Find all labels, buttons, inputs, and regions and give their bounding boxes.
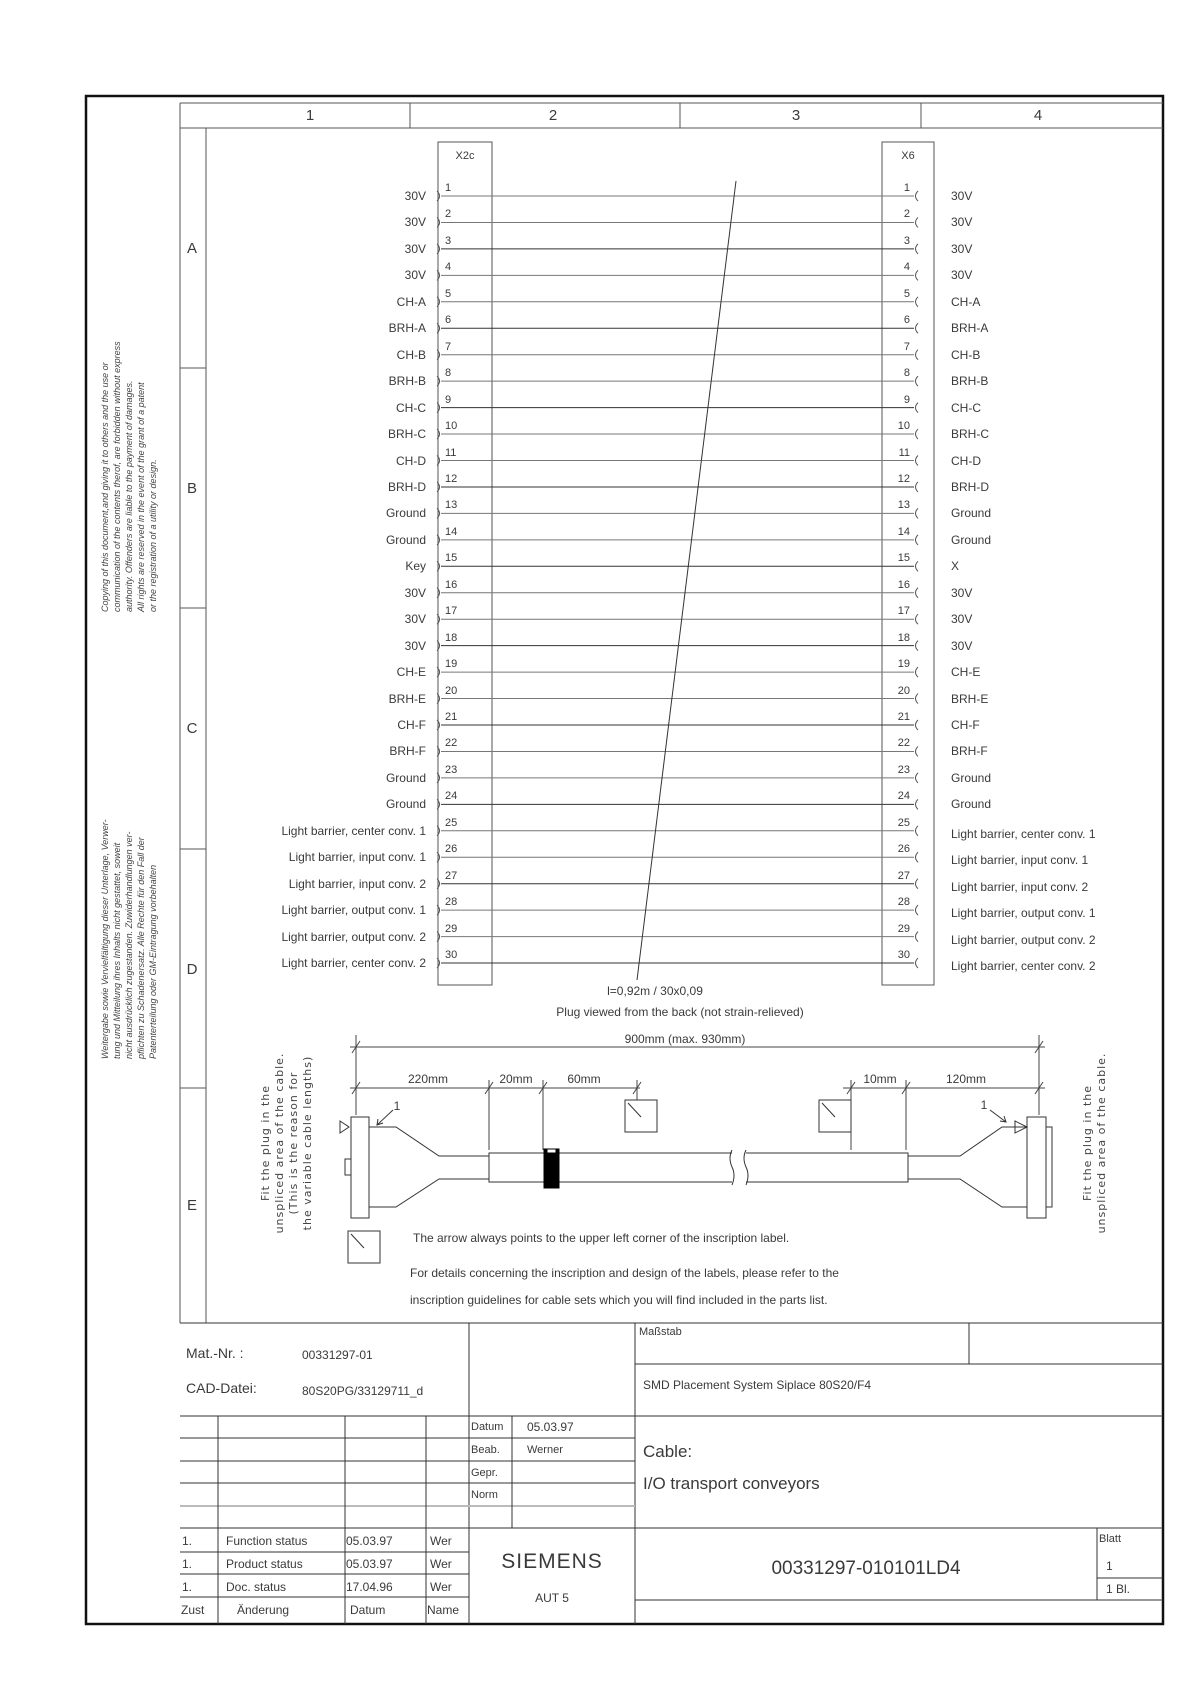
pin-number-left: 15 xyxy=(445,552,458,565)
sheet-value: 1 xyxy=(1106,1559,1113,1573)
cable-assembly xyxy=(340,1110,1052,1218)
pin-label-left: BRH-A xyxy=(388,321,426,336)
col-zust: Zust xyxy=(181,1603,205,1617)
pin-label-left: 30V xyxy=(404,638,426,653)
status-zust: 1. xyxy=(182,1534,193,1548)
pin-label-left: BRH-F xyxy=(389,744,426,759)
pin-number-left: 3 xyxy=(445,234,452,247)
pin-number-left: 2 xyxy=(445,208,452,221)
legal-line: nicht ausdrücklich zugestanden. Zuwiderhandlungen ver- xyxy=(124,831,134,1059)
pin-label-left: 30V xyxy=(404,612,426,627)
pin-label-left: 30V xyxy=(404,268,426,283)
legal-line: communication of the contents therof, are forbidden without express xyxy=(112,341,122,612)
legal-line: All rights are reserved in the event of the grant of a patent xyxy=(136,382,146,612)
pin-number-right: 29 xyxy=(897,922,910,935)
dimension-60: 60mm xyxy=(567,1072,601,1086)
column-label-3: 3 xyxy=(791,107,801,124)
pin-label-right: 30V xyxy=(951,189,973,203)
pin-number-right: 24 xyxy=(897,790,910,803)
pin-label-right: BRH-A xyxy=(951,321,989,336)
pin-number-right: 30 xyxy=(897,949,910,962)
pin-label-left: BRH-D xyxy=(388,479,426,494)
copyright-notice-en xyxy=(99,312,159,612)
pin-label-right: Light barrier, input conv. 1 xyxy=(951,853,1089,868)
dimension-120: 120mm xyxy=(945,1072,987,1086)
pin-number-right: 22 xyxy=(897,737,910,750)
pin-number-left: 23 xyxy=(445,763,458,776)
pin-number-left: 30 xyxy=(445,949,458,962)
pin-number-left: 18 xyxy=(445,631,458,644)
fit-line: unspliced area of the cable. xyxy=(273,1052,286,1234)
sheet-label: Blatt xyxy=(1099,1533,1122,1545)
connector-x6-label: X6 xyxy=(901,150,915,162)
pin-number-right: 8 xyxy=(903,367,910,380)
fit-note-right xyxy=(1081,1048,1109,1238)
pin-label-left: 30V xyxy=(404,241,426,256)
col-change: Änderung xyxy=(237,1603,290,1617)
pin-label-right: 30V xyxy=(951,612,973,627)
department: AUT 5 xyxy=(535,1591,569,1605)
pin-number-right: 17 xyxy=(897,605,910,618)
pin-number-right: 19 xyxy=(897,658,910,671)
pin-number-right: 14 xyxy=(897,525,910,538)
pin-label-left: CH-C xyxy=(396,400,426,415)
inscription-note-2: inscription guidelines for cable sets which you will find included in the parts list. xyxy=(410,1293,828,1307)
plug-view-note: Plug viewed from the back (not strain-relieved) xyxy=(556,1005,804,1019)
pin-label-left: Ground xyxy=(385,770,426,785)
pin-label-left: Light barrier, output conv. 2 xyxy=(281,929,426,944)
dimension-220: 220mm xyxy=(407,1072,449,1086)
legal-line: Weitergabe sowie Vervielfältigung dieser Unterlage, Verwer- xyxy=(100,819,110,1059)
pin-label-right: 30V xyxy=(951,638,973,653)
pin-label-right: Ground xyxy=(951,770,992,785)
pin-label-right: BRH-E xyxy=(951,691,989,706)
pin-number-right: 2 xyxy=(903,208,910,221)
copyright-notice-de xyxy=(99,769,159,1059)
system-name: SMD Placement System Siplace 80S20/F4 xyxy=(643,1378,872,1392)
pin-number-left: 27 xyxy=(445,869,458,882)
column-label-4: 4 xyxy=(1033,107,1043,124)
pin-number-right: 12 xyxy=(897,472,910,485)
pin-label-left: Light barrier, center conv. 2 xyxy=(281,956,426,971)
pin-number-right: 1 xyxy=(903,182,910,194)
arrow-note: The arrow always points to the upper left corner of the inscription label. xyxy=(413,1231,790,1245)
beab-label: Beab. xyxy=(471,1444,500,1456)
cad-file-label: CAD-Datei: xyxy=(186,1380,257,1396)
pin-label-left: Light barrier, center conv. 1 xyxy=(281,823,426,838)
legal-line: Copying of this document,and giving it to others and the use or xyxy=(100,362,110,612)
pin-label-left: BRH-C xyxy=(388,427,426,442)
fit-line: Fit the plug in the xyxy=(1081,1085,1094,1202)
pin-label-left: CH-A xyxy=(396,294,426,309)
pin-label-left: Light barrier, input conv. 1 xyxy=(288,850,426,865)
mat-nr-value: 00331297-01 xyxy=(302,1348,373,1362)
row-label-a: A xyxy=(186,240,198,257)
pin-number-right: 23 xyxy=(897,763,910,776)
drawing-title-1: Cable: xyxy=(643,1442,693,1461)
status-zust: 1. xyxy=(182,1557,193,1571)
pin-number-left: 25 xyxy=(445,816,458,829)
status-date: 05.03.97 xyxy=(346,1534,393,1548)
pin-number-left: 11 xyxy=(445,446,457,459)
pin-label-right: Light barrier, center conv. 1 xyxy=(951,826,1096,841)
pin-number-right: 16 xyxy=(897,578,910,591)
pin-number-right: 6 xyxy=(903,314,910,327)
pin-label-right: Ground xyxy=(951,532,992,547)
company-logo: SIEMENS xyxy=(501,1550,603,1573)
pin-number-left: 5 xyxy=(445,287,452,300)
column-label-2: 2 xyxy=(548,107,558,124)
status-name: Wer xyxy=(430,1534,452,1548)
pin-label-left: Light barrier, input conv. 2 xyxy=(288,876,426,891)
legal-line: or the registration of a utility or design. xyxy=(148,459,158,612)
mat-nr-label: Mat.-Nr. : xyxy=(186,1345,244,1361)
fit-line: (This is the reason for xyxy=(287,1071,300,1215)
cable-sleeve-band xyxy=(544,1149,559,1188)
dimension-lines xyxy=(350,1035,1045,1150)
status-date: 05.03.97 xyxy=(346,1557,393,1571)
pin-number-left: 28 xyxy=(445,896,458,909)
status-label: Doc. status xyxy=(226,1580,287,1594)
pin-label-right: BRH-C xyxy=(951,427,989,442)
pin-label-right: Light barrier, output conv. 1 xyxy=(951,906,1096,921)
connector-x2c-label: X2c xyxy=(455,150,475,162)
pin-label-right: Light barrier, center conv. 2 xyxy=(951,959,1096,974)
legal-line: tung und Mitteilung ihres Inhalts nicht gestattet, soweit xyxy=(112,842,122,1059)
pin-number-left: 9 xyxy=(445,393,452,406)
fit-line: the variable cable lengths) xyxy=(301,1055,314,1231)
pin-label-right: X xyxy=(951,559,960,574)
pin-number-left: 7 xyxy=(445,340,452,353)
status-name: Wer xyxy=(430,1580,452,1594)
pin-label-left: Light barrier, output conv. 1 xyxy=(281,903,426,918)
drawing-title-2: I/O transport conveyors xyxy=(643,1474,820,1493)
pin-label-right: BRH-D xyxy=(951,479,989,494)
pin-number-right: 5 xyxy=(903,287,910,300)
pin-label-right: Ground xyxy=(951,797,992,812)
pin-label-left: 30V xyxy=(404,189,426,203)
row-label-b: B xyxy=(186,480,198,497)
pin-number-left: 21 xyxy=(445,711,458,723)
pin-number-right: 7 xyxy=(903,340,910,353)
pin-number-left: 22 xyxy=(445,737,458,750)
pin-number-left: 1 xyxy=(445,182,452,194)
pin-number-right: 13 xyxy=(897,499,910,512)
pin-label-left: CH-E xyxy=(396,665,426,680)
sheet-total: 1 Bl. xyxy=(1106,1582,1131,1596)
pin-number-left: 13 xyxy=(445,499,458,512)
cad-file-value: 80S20PG/33129711_d xyxy=(302,1384,424,1398)
datum-label: Datum xyxy=(471,1421,504,1433)
pin-number-left: 17 xyxy=(445,605,458,618)
pin-number-right: 26 xyxy=(897,843,910,856)
left-plug xyxy=(351,1117,369,1218)
pin-number-right: 27 xyxy=(897,869,910,882)
row-label-c: C xyxy=(186,720,198,737)
gepr-label: Gepr. xyxy=(471,1467,498,1479)
pin-number-right: 4 xyxy=(903,261,910,274)
cable-spec: l=0,92m / 30x0,09 xyxy=(607,984,703,998)
datum-value: 05.03.97 xyxy=(527,1420,574,1434)
document-number: 00331297-010101LD4 xyxy=(771,1558,961,1579)
left-plug-arrow-icon xyxy=(340,1121,349,1133)
col-name: Name xyxy=(427,1603,460,1617)
pin-label-left: BRH-E xyxy=(388,691,426,706)
pin-label-right: CH-F xyxy=(951,718,980,732)
row-label-e: E xyxy=(186,1197,198,1214)
pin-label-right: 30V xyxy=(951,241,973,256)
pin-number-left: 16 xyxy=(445,578,458,591)
legal-line: authority. Offenders are liable to the payment of damages. xyxy=(124,380,134,612)
pin-label-left: Ground xyxy=(385,506,426,521)
pin-number-right: 20 xyxy=(897,684,910,697)
pin-number-left: 20 xyxy=(445,684,458,697)
right-plug xyxy=(1027,1117,1046,1218)
status-label: Product status xyxy=(226,1557,303,1571)
dimension-20: 20mm xyxy=(499,1072,533,1086)
pin-number-right: 3 xyxy=(903,234,910,247)
pin-number-right: 9 xyxy=(903,393,910,406)
pin-label-right: 30V xyxy=(951,215,973,230)
pin-label-left: 30V xyxy=(404,585,426,600)
pin-label-left: Key xyxy=(405,559,426,574)
pin-number-right: 11 xyxy=(898,446,910,459)
pin-number-left: 24 xyxy=(445,790,458,803)
pin-label-left: Ground xyxy=(385,797,426,812)
pin-label-right: CH-D xyxy=(951,453,981,468)
inscription-note-1: For details concerning the inscription and design of the labels, please refer to the xyxy=(410,1266,839,1280)
pin-number-right: 10 xyxy=(897,420,910,433)
pin-number-right: 25 xyxy=(897,816,910,829)
legal-line: pflichten zu Schadenersatz. Alle Rechte für den Fall der xyxy=(136,837,146,1059)
beab-value: Werner xyxy=(527,1444,563,1456)
pin-number-right: 28 xyxy=(897,896,910,909)
pin-label-left: BRH-B xyxy=(388,374,426,389)
dimension-10: 10mm xyxy=(863,1072,897,1086)
pin-label-right: 30V xyxy=(951,585,973,600)
dimension-total: 900mm (max. 930mm) xyxy=(624,1032,746,1046)
pin-label-right: CH-B xyxy=(951,347,981,362)
pin-label-right: Light barrier, input conv. 2 xyxy=(951,879,1089,894)
fit-line: unspliced area of the cable. xyxy=(1095,1052,1108,1234)
fit-note-left xyxy=(259,1048,315,1238)
pin-label-right: BRH-B xyxy=(951,374,989,389)
col-date: Datum xyxy=(350,1603,386,1617)
pin-label-left: 30V xyxy=(404,215,426,230)
pin-label-right: BRH-F xyxy=(951,744,988,759)
pin-label-right: CH-A xyxy=(951,294,981,309)
status-date: 17.04.96 xyxy=(346,1580,393,1594)
pin-number-left: 12 xyxy=(445,472,458,485)
pin-label-right: 30V xyxy=(951,268,973,283)
pin-number-left: 6 xyxy=(445,314,452,327)
pin-number-right: 18 xyxy=(897,631,910,644)
pin-label-right: Ground xyxy=(951,506,992,521)
pin-label-left: CH-D xyxy=(396,453,426,468)
pin-number-left: 14 xyxy=(445,525,458,538)
pin-label-right: Light barrier, output conv. 2 xyxy=(951,932,1096,947)
pin-number-right: 21 xyxy=(897,711,910,723)
row-label-d: D xyxy=(186,961,198,978)
frame-grid xyxy=(180,103,1163,1323)
pin-number-left: 29 xyxy=(445,922,458,935)
pin-label-left: CH-B xyxy=(396,347,426,362)
pin-number-left: 26 xyxy=(445,843,458,856)
marker-left: 1 xyxy=(393,1099,401,1113)
pin-label-left: Ground xyxy=(385,532,426,547)
norm-label: Norm xyxy=(471,1489,498,1501)
wires xyxy=(437,191,918,968)
pin-label-right: CH-C xyxy=(951,400,981,415)
fit-line: Fit the plug in the xyxy=(259,1085,272,1202)
status-label: Function status xyxy=(226,1534,308,1548)
column-label-1: 1 xyxy=(305,107,315,124)
pin-number-left: 8 xyxy=(445,367,452,380)
cable-bundle-line xyxy=(637,181,736,980)
pin-number-left: 4 xyxy=(445,261,452,274)
status-zust: 1. xyxy=(182,1580,193,1594)
legal-line: Patenterteilung oder GM-Eintragung vorbehalten xyxy=(148,864,158,1059)
scale-label: Maßstab xyxy=(639,1326,682,1338)
marker-right: 1 xyxy=(980,1098,988,1112)
pin-number-left: 10 xyxy=(445,420,458,433)
status-name: Wer xyxy=(430,1557,452,1571)
pin-label-right: CH-E xyxy=(951,665,981,680)
pin-number-left: 19 xyxy=(445,658,458,671)
pin-number-right: 15 xyxy=(897,552,910,565)
pin-label-left: CH-F xyxy=(397,718,426,732)
